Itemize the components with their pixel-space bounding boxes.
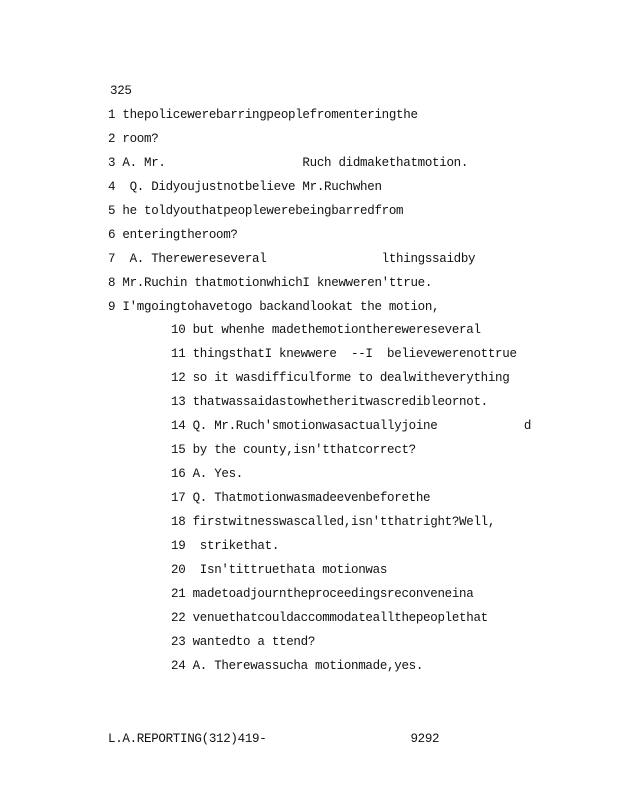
transcript-line-12: 12 so it wasdifficulforme to dealwitheverything <box>171 371 510 385</box>
transcript-line-18: 18 firstwitnesswascalled,isn'tthatright?Well, <box>171 515 496 529</box>
transcript-line-3: 3 A. Mr. Ruch didmakethatmotion. <box>108 156 469 170</box>
page-number: 325 <box>110 84 132 98</box>
transcript-line-9: 9 I'mgoingtohavetogo backandlookat the motion, <box>108 300 440 314</box>
transcript-line-22: 22 venuethatcouldaccommodateallthepeoplethat <box>171 611 488 625</box>
transcript-line-8: 8 Mr.Ruchin thatmotionwhichI knewweren'ttrue. <box>108 276 433 290</box>
transcript-line-19: 19 strikethat. <box>171 539 280 553</box>
transcript-line-11: 11 thingsthatI knewwere --I believewerenottrue <box>171 347 517 361</box>
transcript-line-6: 6 enteringtheroom? <box>108 228 238 242</box>
transcript-line-7: 7 A. Therewereseveral lthingssaidby <box>108 252 476 266</box>
transcript-line-13: 13 thatwassaidastowhetheritwascredibleornot. <box>171 395 488 409</box>
transcript-line-17: 17 Q. Thatmotionwasmadeevenbeforethe <box>171 491 431 505</box>
transcript-line-16: 16 A. Yes. <box>171 467 244 481</box>
transcript-line-1: 1 thepolicewerebarringpeoplefromenteringthe <box>108 108 418 122</box>
transcript-line-24: 24 A. Therewassucha motionmade,yes. <box>171 659 424 673</box>
transcript-line-4: 4 Q. Didyoujustnotbelieve Mr.Ruchwhen <box>108 180 382 194</box>
transcript-line-10: 10 but whenhe madethemotiontherewereseveral <box>171 323 481 337</box>
reporter-footer: L.A.REPORTING(312)419- 9292 <box>108 732 440 746</box>
transcript-line-15: 15 by the county,isn'tthatcorrect? <box>171 443 416 457</box>
transcript-line-23: 23 wantedto a ttend? <box>171 635 316 649</box>
transcript-line-5: 5 he toldyouthatpeoplewerebeingbarredfrom <box>108 204 404 218</box>
transcript-line-20: 20 Isn'tittruethata motionwas <box>171 563 388 577</box>
transcript-line-2: 2 room? <box>108 132 159 146</box>
transcript-line-14: 14 Q. Mr.Ruch'smotionwasactuallyjoine d <box>171 419 532 433</box>
transcript-line-21: 21 madetoadjourntheproceedingsreconveneina <box>171 587 474 601</box>
